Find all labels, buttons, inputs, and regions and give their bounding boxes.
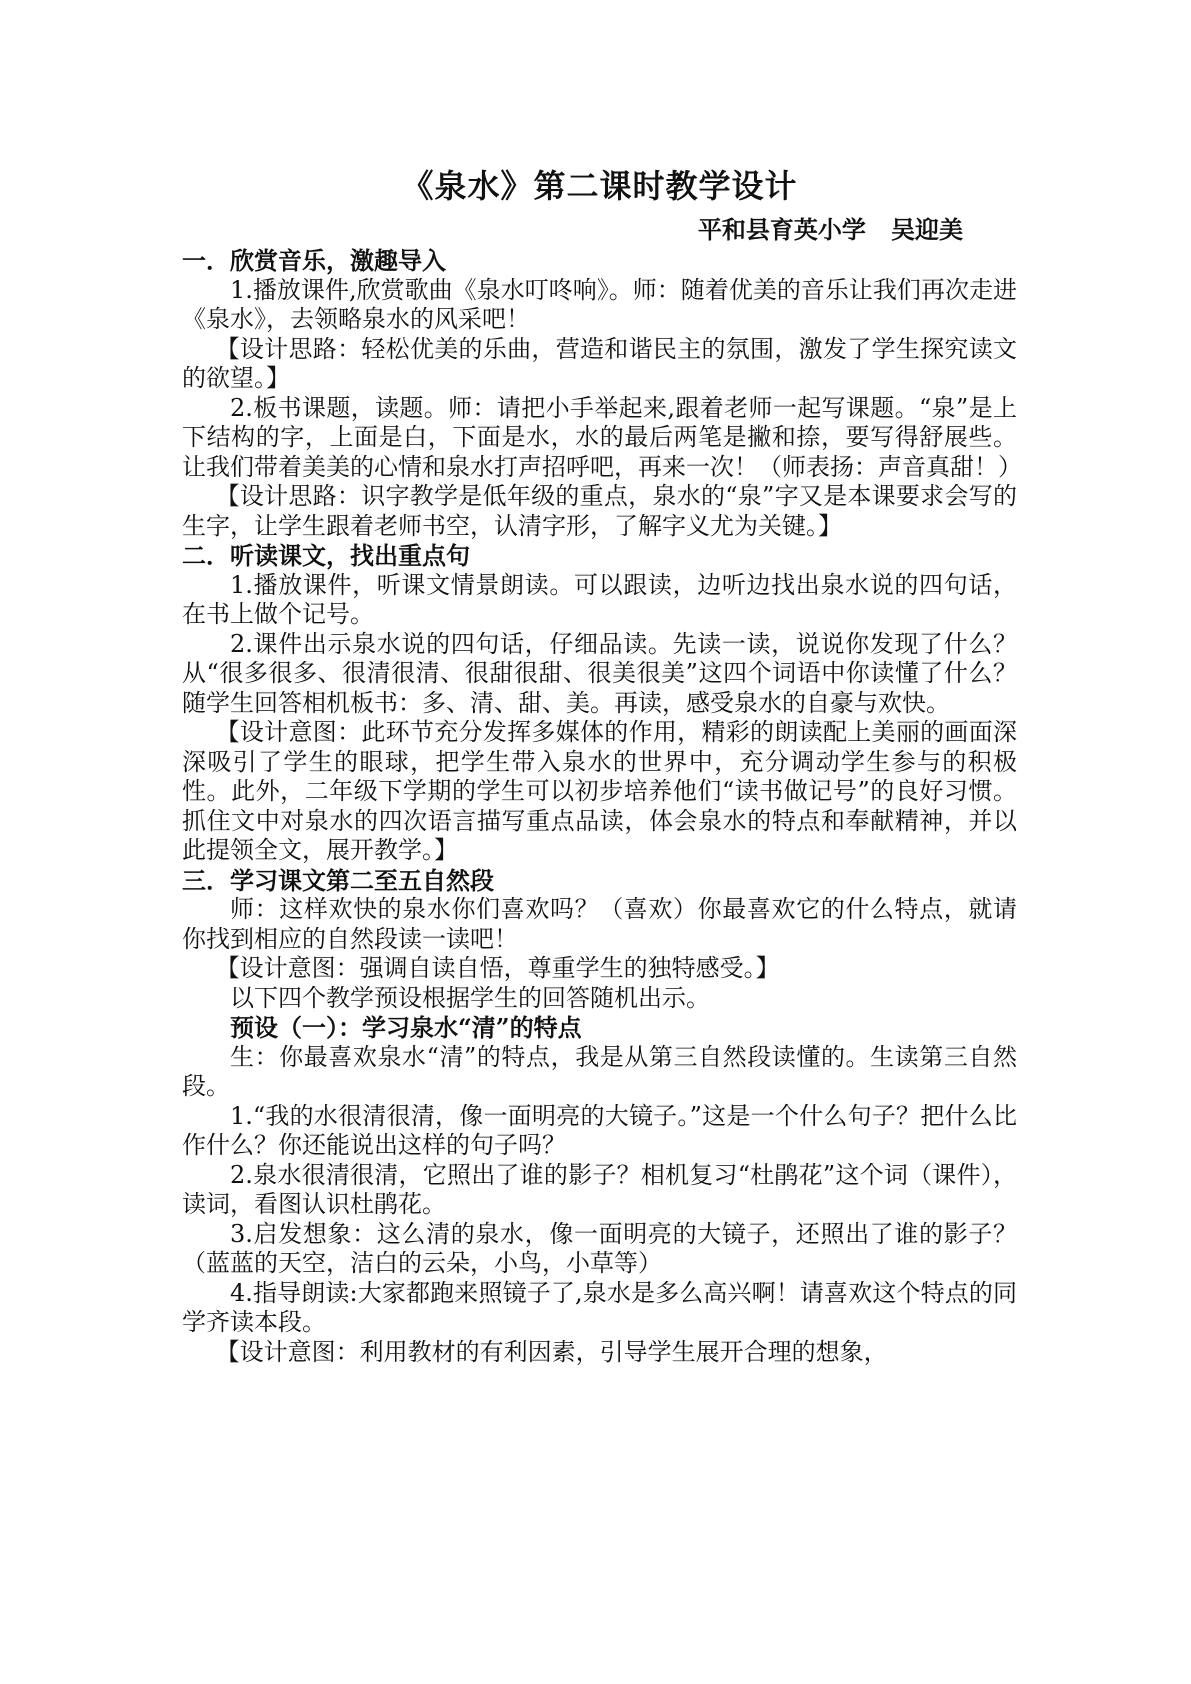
paragraph: 2.课件出示泉水说的四句话，仔细品读。先读一读，说说你发现了什么？从“很多很多、很清很清、很甜很甜、很美很美”这四个词语中你读懂了什么？随学生回答相机板书：多、清、甜、美。再读，感受泉水的自豪与欢快。 <box>182 629 1017 717</box>
paragraph: 1.播放课件，听课文情景朗读。可以跟读，边听边找出泉水说的四句话，在书上做个记号。 <box>182 570 1017 628</box>
paragraph: 以下四个教学预设根据学生的回答随机出示。 <box>230 983 710 1012</box>
paragraph: 4.指导朗读:大家都跑来照镜子了,泉水是多么高兴啊！请喜欢这个特点的同学齐读本段。 <box>182 1278 1017 1336</box>
design-note: 【设计意图：此环节充分发挥多媒体的作用，精彩的朗读配上美丽的画面深深吸引了学生的眼球，把学生带入泉水的世界中，充分调动学生参与的积极性。此外，二年级下学期的学生可以初步培养他们“读书做记号”的良好习惯。抓住文中对泉水的四次语言描写重点品读，体会泉水的特点和奉献精神，并以此提领全文，展开教学。】 <box>182 718 1017 864</box>
section-1 <box>182 246 1022 541</box>
paragraph: 生：你最喜欢泉水“清”的特点，我是从第三自然段读懂的。生读第三自然段。 <box>182 1042 1017 1100</box>
paragraph: 2.泉水很清很清，它照出了谁的影子？相机复习“杜鹃花”这个词（课件），读词，看图认识杜鹃花。 <box>182 1160 1017 1218</box>
section-3 <box>182 866 1017 1368</box>
paragraph: 2.板书课题，读题。师：请把小手举起来,跟着老师一起写课题。“泉”是上下结构的字，上面是白，下面是水，水的最后两笔是撇和捺，要写得舒展些。让我们带着美美的心情和泉水打声招呼吧，再来一次！（师表扬：声音真甜！） <box>182 393 1022 481</box>
design-note: 【设计思路：轻松优美的乐曲，营造和谐民主的氛围，激发了学生探究读文的欲望。】 <box>182 334 1017 392</box>
preset-heading: 预设（一）：学习泉水“清”的特点 <box>230 1013 582 1042</box>
section-heading: 一．欣赏音乐，激趣导入 <box>182 246 446 275</box>
section-heading: 二．听读课文，找出重点句 <box>182 541 470 570</box>
design-note: 【设计思路：识字教学是低年级的重点，泉水的“泉”字又是本课要求会写的生字，让学生跟着老师书空，认清字形，了解字义尤为关键。】 <box>182 482 1017 540</box>
document-page <box>182 164 1022 1367</box>
paragraph: 师：这样欢快的泉水你们喜欢吗？（喜欢）你最喜欢它的什么特点，就请你找到相应的自然段读一读吧！ <box>182 895 1017 953</box>
paragraph: 3.启发想象：这么清的泉水，像一面明亮的大镜子，还照出了谁的影子？（蓝蓝的天空，洁白的云朵，小鸟，小草等） <box>182 1219 1017 1277</box>
section-heading: 三．学习课文第二至五自然段 <box>182 865 494 895</box>
document-title: 《泉水》第二课时教学设计 <box>401 167 798 205</box>
design-note: 【设计意图：利用教材的有利因素，引导学生展开合理的想象， <box>215 1337 888 1366</box>
document-author: 平和县育英小学 吴迎美 <box>697 215 963 244</box>
paragraph: 1.“我的水很清很清，像一面明亮的大镜子。”这是一个什么句子？把什么比作什么？你还能说出这样的句子吗？ <box>182 1101 1017 1159</box>
design-note: 【设计意图：强调自读自悟，尊重学生的独特感受。】 <box>215 954 780 982</box>
section-2 <box>182 541 1017 866</box>
paragraph: 1.播放课件,欣赏歌曲《泉水叮咚响》。师：随着优美的音乐让我们再次走进《泉水》，去领略泉水的风采吧！ <box>182 275 1017 333</box>
